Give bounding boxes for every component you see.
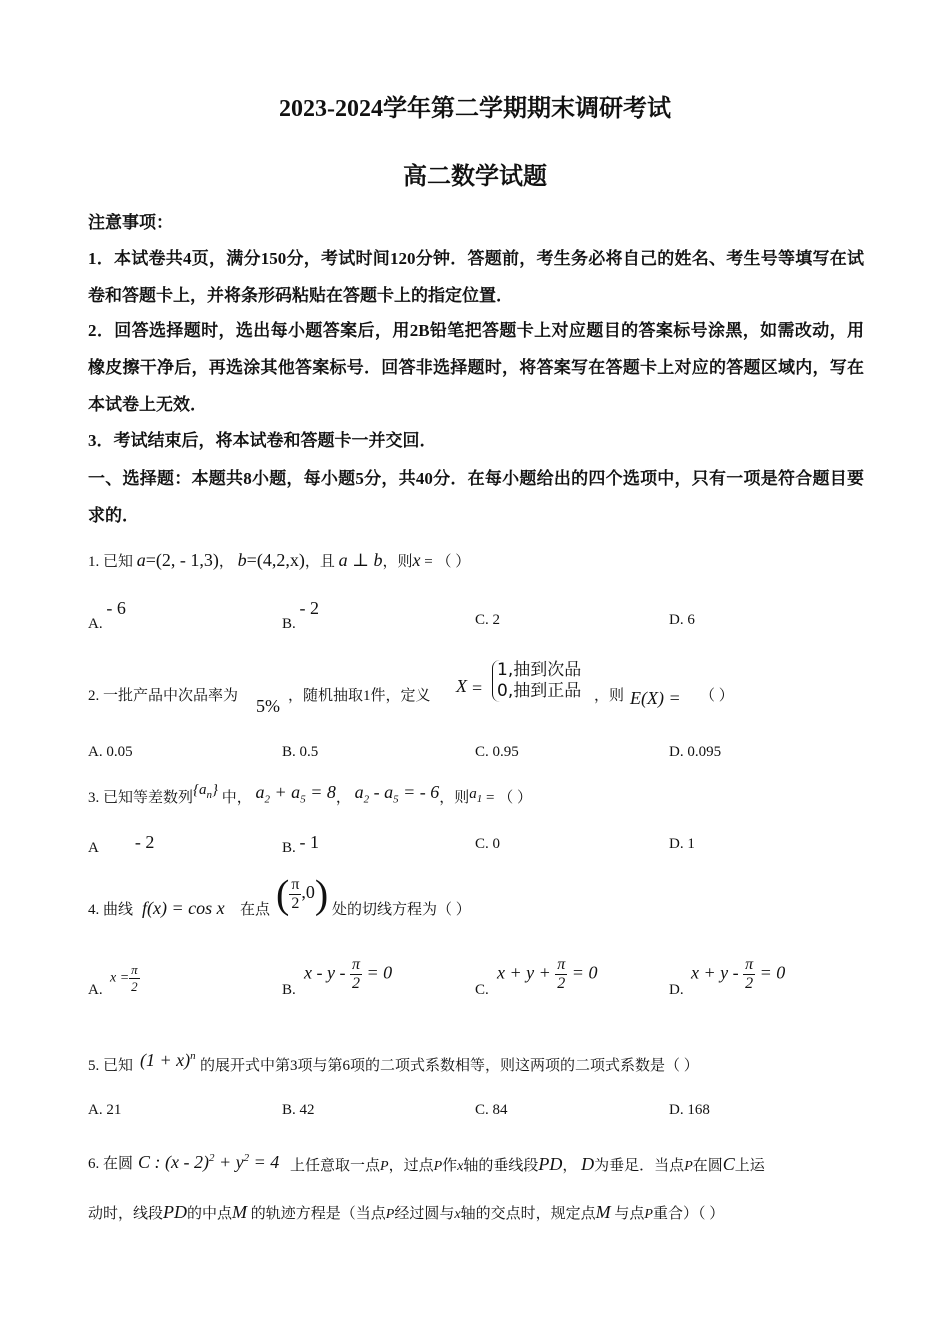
q3-mid: 中， bbox=[221, 790, 252, 806]
q1-option-a-value: - 6 bbox=[106, 598, 126, 618]
q6-p5: ， bbox=[562, 1158, 578, 1174]
question-3 bbox=[88, 784, 868, 816]
q1-option-a[interactable] bbox=[88, 598, 126, 633]
q3-c1-sub: 2 bbox=[264, 793, 271, 806]
q4-point-end: ,0 bbox=[301, 881, 315, 902]
q4-d-lhs: x + y - bbox=[691, 962, 739, 983]
q1-option-b-label: B. bbox=[282, 616, 296, 632]
q4-option-c-label: C. bbox=[475, 982, 489, 998]
q4-c-den: 2 bbox=[557, 975, 566, 992]
q6-M-2: M bbox=[595, 1202, 611, 1222]
notes-item-3: 3．考试结束后，将本试卷和答题卡一并交回． bbox=[88, 431, 437, 450]
q4-tail: 处的切线方程为（ ） bbox=[332, 902, 471, 918]
q4-c-lhs: x + y + bbox=[497, 962, 551, 983]
q5-tail: 的展开式中第3项与第6项的二项式系数相等，则这两项的二项式系数是（ ） bbox=[200, 1058, 699, 1074]
q6-p2: ，过点 bbox=[388, 1158, 434, 1174]
q5-exponent: n bbox=[190, 1050, 196, 1062]
q4-point-frac bbox=[289, 876, 301, 913]
q3-sep: ， bbox=[335, 790, 351, 806]
q3-a1 bbox=[469, 786, 483, 805]
q6-l2a: 动时，线段 bbox=[88, 1206, 164, 1222]
q2-option-b[interactable]: B. 0.5 bbox=[282, 744, 319, 760]
q3-seq-open: {a bbox=[193, 782, 207, 798]
q6-l2d: 经过圆与 bbox=[394, 1206, 455, 1222]
q6-p7: 在圆 bbox=[692, 1158, 723, 1174]
q4-function: f(x) = cos x bbox=[142, 898, 225, 918]
q5-options bbox=[88, 1102, 868, 1132]
q6-prefix: 6. 在圆 bbox=[88, 1156, 134, 1172]
q3-seq-close: } bbox=[212, 782, 219, 798]
exam-subtitle: 高二数学试题 bbox=[403, 164, 547, 190]
q2-ask: ，则 bbox=[594, 688, 625, 704]
q3-condition-1 bbox=[255, 782, 336, 806]
q6-l2g: 重合）（ ） bbox=[652, 1206, 725, 1222]
q6-sq1: 2 bbox=[208, 1152, 215, 1164]
notes-item-2: 2．回答选择题时，选出每小题答案后，用2B铅笔把答题卡上对应题目的答案标号涂黑，如需改动，用橡皮擦干净后，再选涂其他答案标号．回答非选择题时，将答案写在答题卡上对应的答题区域内，写在本试卷上无效． bbox=[88, 321, 864, 414]
q6-p4: 轴的垂线段 bbox=[463, 1158, 539, 1174]
q6-P-3: P bbox=[684, 1159, 693, 1174]
q6-l2c: 的轨迹方程是（当点 bbox=[247, 1206, 386, 1222]
q4-option-c-expr bbox=[497, 956, 597, 993]
q6-C: C bbox=[722, 1154, 735, 1174]
q6-l2f: 与点 bbox=[610, 1206, 645, 1222]
q3-option-a-value: - 2 bbox=[134, 832, 155, 852]
q3-c2-b: - a bbox=[369, 782, 394, 802]
q4-a-num: π bbox=[131, 962, 138, 977]
q1-vector-a-value: =(2, - 1,3) bbox=[145, 550, 219, 570]
q4-options bbox=[88, 956, 868, 1006]
q1-ask: ，则 bbox=[382, 554, 413, 570]
q1-option-c[interactable]: C. 2 bbox=[475, 612, 501, 628]
q6-rhs: = 4 bbox=[249, 1152, 280, 1172]
q3-ask: ，则 bbox=[439, 790, 470, 806]
q3-tail: = （ ） bbox=[482, 790, 532, 806]
question-2 bbox=[88, 662, 868, 714]
q3-c2-a: a bbox=[354, 782, 364, 802]
q4-d-rhs: = 0 bbox=[759, 962, 786, 983]
q2-option-c[interactable]: C. 0.95 bbox=[475, 744, 519, 760]
q1-x: x bbox=[412, 550, 421, 570]
q4-b-rhs: = 0 bbox=[366, 962, 393, 983]
q6-D: D bbox=[581, 1154, 595, 1174]
q3-prefix: 3. 已知等差数列 bbox=[88, 790, 194, 806]
q6-l2b: 的中点 bbox=[187, 1206, 233, 1222]
q5-option-d[interactable]: D. 168 bbox=[669, 1102, 710, 1118]
q4-c-frac bbox=[555, 956, 567, 993]
q6-PD: PD bbox=[538, 1154, 563, 1174]
q2-tail: （ ） bbox=[700, 688, 734, 704]
q2-prefix: 2. 一批产品中次品率为 bbox=[88, 688, 239, 704]
q4-d-num: π bbox=[745, 956, 754, 973]
q3-condition-2 bbox=[354, 782, 440, 806]
q6-p3: 作 bbox=[442, 1158, 458, 1174]
q6-x-axis: x bbox=[457, 1159, 464, 1174]
q6-p8: 上运 bbox=[734, 1158, 765, 1174]
q4-option-d-label: D. bbox=[669, 982, 684, 998]
q2-options bbox=[88, 744, 868, 774]
q4-b-num: π bbox=[351, 956, 360, 973]
q6-P-5: P bbox=[644, 1207, 653, 1222]
q3-sequence bbox=[193, 782, 219, 801]
question-1: 1. 已知 a=(2, - 1,3)， b=(4,2,x)，且 a ⊥ b，则x = （ ） bbox=[88, 550, 471, 570]
q4-option-a-expr bbox=[110, 962, 140, 995]
q3-a1-sub: 1 bbox=[476, 793, 483, 805]
q4-mid: 在点 bbox=[240, 902, 271, 918]
q1-prefix: 1. 已知 bbox=[88, 554, 134, 570]
q4-a-lhs: x = bbox=[110, 970, 130, 986]
q6-M-1: M bbox=[232, 1202, 248, 1222]
q2-mid: ，随机抽取1件，定义 bbox=[288, 688, 431, 704]
q6-x-axis-2: x bbox=[454, 1207, 461, 1222]
question-5 bbox=[88, 1044, 868, 1078]
q4-point-num: π bbox=[291, 876, 300, 893]
q2-option-d[interactable]: D. 0.095 bbox=[669, 744, 722, 760]
q2-eq: = bbox=[472, 678, 483, 698]
q6-line1-text bbox=[290, 1152, 765, 1179]
q3-c1-b: + a bbox=[270, 782, 301, 802]
notes-heading: 注意事项： bbox=[88, 213, 173, 232]
q2-rate: 5% bbox=[256, 696, 280, 716]
q2-expectation: E(X) = bbox=[630, 688, 681, 708]
q6-l2e: 轴的交点时，规定点 bbox=[460, 1206, 596, 1222]
q4-d-frac bbox=[743, 956, 755, 993]
q3-option-d[interactable]: D. 1 bbox=[669, 836, 695, 852]
q6-circle-lhs: C : (x - 2) bbox=[138, 1152, 209, 1172]
q1-vector-b: b bbox=[237, 550, 247, 570]
q6-PD-2: PD bbox=[163, 1202, 188, 1222]
q3-c1-a: a bbox=[255, 782, 265, 802]
q1-option-b-value: - 2 bbox=[299, 598, 320, 618]
q4-c-rhs: = 0 bbox=[571, 962, 598, 983]
q1-mid: ，且 bbox=[304, 554, 335, 570]
question-6-line-1 bbox=[88, 1146, 868, 1174]
q1-condition: a ⊥ b bbox=[338, 550, 383, 570]
q6-circle-equation bbox=[138, 1146, 279, 1174]
q1-vector-a: a bbox=[136, 550, 146, 570]
q4-point bbox=[276, 871, 329, 917]
q3-option-a[interactable] bbox=[88, 832, 155, 857]
q3-c2-sub: 2 bbox=[363, 793, 370, 806]
section-1-heading: 一、选择题：本题共8小题，每小题5分，共40分．在每小题给出的四个选项中，只有一项是符合题目要求的． bbox=[88, 469, 864, 525]
q6-p1: 上任意取一点 bbox=[290, 1158, 381, 1174]
q3-a1-a: a bbox=[469, 786, 477, 802]
q5-option-a[interactable]: A. 21 bbox=[88, 1102, 122, 1118]
q3-option-b[interactable] bbox=[282, 832, 320, 857]
q3-c2-value: = - 6 bbox=[398, 782, 440, 802]
q5-expression bbox=[140, 1044, 196, 1072]
q4-b-den: 2 bbox=[351, 975, 360, 992]
q1-option-a-label: A. bbox=[88, 616, 103, 632]
q6-P-2: P bbox=[433, 1159, 443, 1174]
q4-point-den: 2 bbox=[291, 895, 300, 912]
q3-c1-bsub: 5 bbox=[300, 793, 306, 806]
q4-a-frac bbox=[129, 962, 140, 995]
q4-option-d-expr bbox=[691, 956, 785, 993]
q6-p6: 为垂足．当点 bbox=[594, 1158, 685, 1174]
exam-title: 2023-2024学年第二学期期末调研考试 bbox=[279, 96, 671, 122]
q6-sq2: 2 bbox=[243, 1152, 250, 1164]
q5-option-b[interactable]: B. 42 bbox=[282, 1102, 315, 1118]
q4-option-b-label: B. bbox=[282, 982, 296, 998]
q3-options bbox=[88, 832, 868, 866]
q4-paren-close: ) bbox=[314, 871, 329, 917]
question-4 bbox=[88, 871, 868, 932]
q6-plus: + y bbox=[214, 1152, 244, 1172]
question-6-line-2 bbox=[88, 1196, 868, 1224]
q1-options bbox=[88, 598, 868, 634]
q5-base: (1 + x) bbox=[140, 1050, 191, 1070]
q6-P-1: P bbox=[380, 1159, 389, 1174]
q3-c1-value: = 8 bbox=[305, 782, 336, 802]
q4-option-b-expr bbox=[304, 956, 392, 993]
q1-eq: = （ ） bbox=[420, 554, 471, 570]
notes-item-1: 1．本试卷共4页，满分150分，考试时间120分钟．答题前，考生务必将自己的姓名、考生号等填写在试卷和答题卡上，并将条形码粘贴在答题卡上的指定位置． bbox=[88, 249, 864, 305]
q2-option-a[interactable]: A. 0.05 bbox=[88, 744, 133, 760]
q2-piecewise bbox=[492, 660, 581, 702]
q3-c2-bsub: 5 bbox=[393, 793, 399, 806]
q4-paren-open: ( bbox=[276, 871, 290, 917]
q2-case-2: 0,抽到正品 bbox=[497, 681, 582, 701]
q2-case-1: 1,抽到次品 bbox=[497, 660, 582, 680]
q3-option-b-label: B. bbox=[282, 840, 296, 856]
q6-line2-text bbox=[88, 1200, 724, 1227]
q6-P-4: P bbox=[385, 1207, 395, 1222]
q1-option-b[interactable] bbox=[282, 598, 320, 633]
q4-b-lhs: x - y - bbox=[304, 962, 346, 983]
q3-option-c[interactable]: C. 0 bbox=[475, 836, 501, 852]
q1-option-d[interactable]: D. 6 bbox=[669, 612, 695, 628]
q3-seq-sub: n bbox=[206, 789, 213, 801]
q4-c-num: π bbox=[557, 956, 566, 973]
q4-b-frac bbox=[350, 956, 362, 993]
q4-option-a-label: A. bbox=[88, 982, 103, 998]
q3-option-b-value: - 1 bbox=[299, 832, 320, 852]
q4-prefix: 4. 曲线 bbox=[88, 902, 134, 918]
q5-option-c[interactable]: C. 84 bbox=[475, 1102, 508, 1118]
q2-X: X bbox=[456, 676, 467, 696]
q5-prefix: 5. 已知 bbox=[88, 1058, 134, 1074]
q4-a-den: 2 bbox=[131, 979, 138, 994]
q3-option-a-label: A bbox=[88, 840, 99, 856]
q1-vector-b-value: =(4,2,x) bbox=[246, 550, 305, 570]
q4-d-den: 2 bbox=[745, 975, 754, 992]
